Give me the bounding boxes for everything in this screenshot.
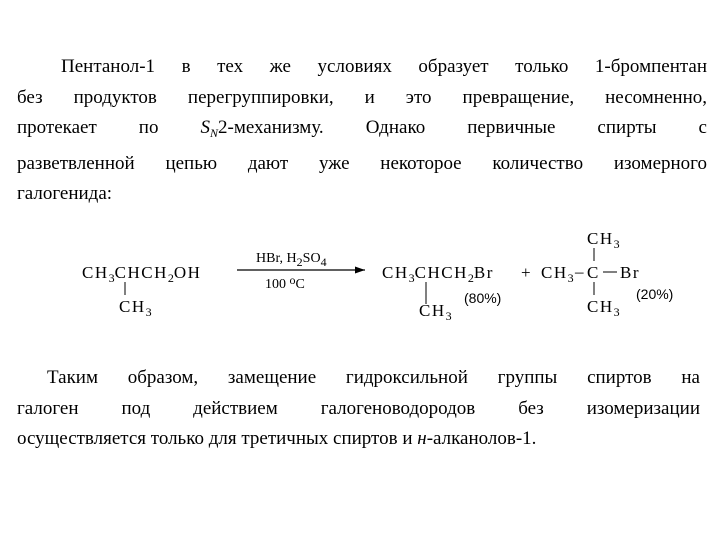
arrow-head-icon [355, 267, 365, 274]
reactant-formula: $CH_3CHCH_2OH$ [82, 263, 202, 285]
product2-dash: – [575, 262, 585, 281]
text-fragment: протекает по [17, 117, 201, 138]
sn-symbol: S [200, 117, 210, 138]
product1-yield: (80%) [464, 290, 502, 306]
paragraph-line: разветвленной цепью дают уже некоторое количество изомерного [17, 152, 707, 174]
text-fragment: 2-механизму. Однако первичные спирты с [218, 117, 707, 138]
text-line: Таким образом, замещение гидроксильной группы спиртов на [47, 367, 700, 388]
text-line: Пентанол-1 в тех же условиях образует только 1-бромпентан [61, 56, 707, 77]
sn-subscript: N [210, 126, 219, 140]
paragraph-line: галоген под действием галогеноводородов без изомеризации [17, 397, 700, 419]
product2-bromine: Br [620, 263, 640, 282]
product2-top-methyl: $CH_3$ [587, 229, 620, 251]
text-fragment: осуществляется только для третичных спиртов и [17, 428, 418, 449]
reactant-branch: $CH_3$ [119, 297, 152, 319]
product2-bottom-methyl: $CH_3$ [587, 297, 620, 319]
paragraph-line [17, 363, 700, 394]
temperature-label: 100 oC [265, 273, 305, 292]
italic-n: н [417, 428, 427, 449]
reagent-label: HBr, H2SO4 [256, 251, 327, 269]
plus-sign: + [521, 263, 533, 282]
product2-yield: (20%) [636, 286, 674, 302]
paragraph-line: без продуктов перегруппировки, и это превращение, несомненно, [17, 86, 707, 108]
conclusion-paragraph [17, 363, 700, 455]
product1-branch: $CH_3$ [419, 301, 452, 323]
paragraph-line [17, 113, 707, 149]
product2-left-group: $CH_3$ [541, 263, 574, 285]
intro-paragraph [17, 52, 707, 210]
product2-center-carbon: C [587, 263, 600, 282]
product1-formula: $CH_3CHCH_2Br$ [382, 263, 494, 285]
reaction-scheme [0, 220, 720, 340]
paragraph-line [17, 52, 707, 83]
paragraph-line: галогенида: [17, 183, 113, 204]
text-fragment: -алканолов-1. [426, 428, 537, 449]
paragraph-line [17, 424, 700, 455]
